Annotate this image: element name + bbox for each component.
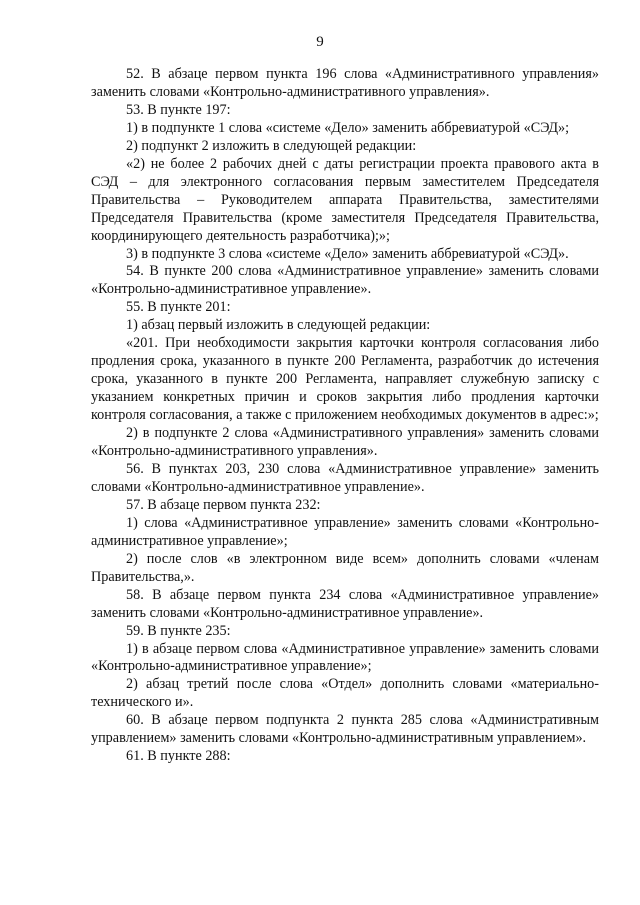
paragraph-59-sub-2: 2) абзац третий после слова «Отдел» дополнить словами «материально-технического и». [91, 676, 599, 711]
paragraph-53: 53. В пункте 197: [126, 101, 231, 118]
paragraph-55: 55. В пункте 201: [126, 299, 231, 316]
paragraph-60: 60. В абзаце первом подпункта 2 пункта 285 слова «Административным управлением» заменить словами «Контрольно-административным управлением». [91, 712, 599, 747]
paragraph-54: 54. В пункте 200 слова «Административное управление» заменить словами «Контрольно-административное управление». [91, 263, 599, 298]
paragraph-57-sub-2: 2) после слов «в электронном виде всем» дополнить словами «членам Правительства,». [91, 550, 599, 585]
paragraph-53-sub-1: 1) в подпункте 1 слова «системе «Дело» заменить аббревиатурой «СЭД»; [126, 119, 570, 136]
paragraph-57: 57. В абзаце первом пункта 232: [126, 496, 321, 513]
paragraph-56: 56. В пунктах 203, 230 слова «Административное управление» заменить словами «Контрольно-административное управление». [91, 460, 599, 495]
paragraph-59-sub-1: 1) в абзаце первом слова «Административное управление» заменить словами «Контрольно-административное управление»; [91, 640, 599, 675]
page-number: 9 [316, 34, 324, 50]
paragraph-61: 61. В пункте 288: [126, 748, 231, 765]
paragraph-52: 52. В абзаце первом пункта 196 слова «Административного управления» заменить словами «Контрольно-административного управления». [91, 66, 599, 100]
paragraph-53-sub-3: 3) в подпункте 3 слова «системе «Дело» заменить аббревиатурой «СЭД». [126, 245, 569, 262]
paragraph-55-sub-2: 2) в подпункте 2 слова «Административного управления» заменить словами «Контрольно-административного управления». [91, 425, 599, 460]
paragraph-53-sub-2: 2) подпункт 2 изложить в следующей редакции: [126, 137, 417, 154]
paragraph-55-sub-1-quote: «201. При необходимости закрытия карточки контроля согласования либо продления срока, указанного в пункте 200 Регламента, разработчик до истечения срока, указанного в пункте 200 Регламента, направляет служебную записку с указанием конкретных причин и сроков закрытия либо продления карточки контроля согласования, а также с приложением необходимых документов в адрес:»; [91, 335, 599, 424]
paragraph-53-sub-2-quote: «2) не более 2 рабочих дней с даты регистрации проекта правового акта в СЭД – для электронного согласования первым заместителем Председателя Правительства – Руководителем аппарата Правительства, заместителями Председателя Правительства (кроме заместителя Председателя Правительства, координирующего деятельность разработчика);»; [91, 155, 599, 244]
paragraph-58: 58. В абзаце первом пункта 234 слова «Административное управление» заменить словами «Контрольно-административное управление». [91, 586, 599, 621]
document-body [91, 66, 599, 766]
paragraph-57-sub-1: 1) слова «Административное управление» заменить словами «Контрольно-административное управление»; [91, 514, 599, 549]
paragraph-55-sub-1: 1) абзац первый изложить в следующей редакции: [126, 317, 431, 334]
paragraph-59: 59. В пункте 235: [126, 622, 231, 639]
